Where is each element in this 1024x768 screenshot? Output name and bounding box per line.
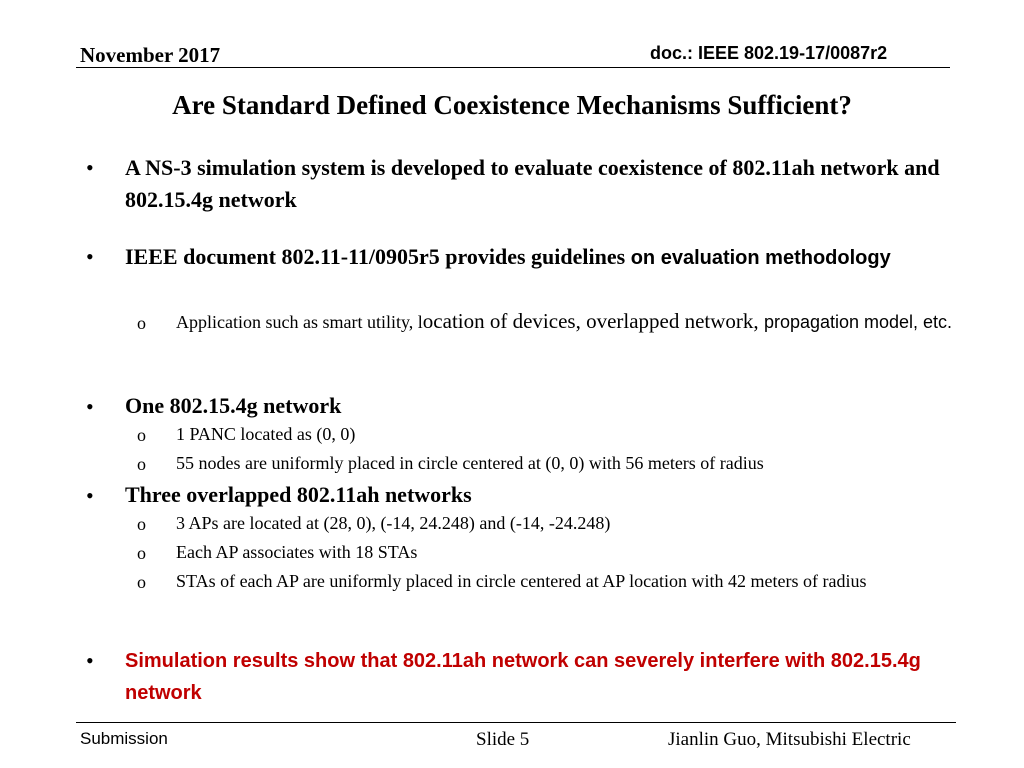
bullet-marker: • xyxy=(86,483,94,508)
bullet-ieee-doc-serif: IEEE document 802.11-11/0905r5 provides guidelines xyxy=(125,244,626,269)
footer-author: Jianlin Guo, Mitsubishi Electric xyxy=(668,729,911,750)
bullet-marker: • xyxy=(86,394,94,419)
bullet-ieee-doc-sans: on evaluation methodology xyxy=(625,247,891,269)
header-doc-id: doc.: IEEE 802.19-17/0087r2 xyxy=(650,43,888,63)
sub-marker: o xyxy=(137,454,146,474)
sub-sta-placement: STAs of each AP are uniformly placed in circle centered at AP location with 42 meters of radius xyxy=(176,571,867,591)
sub-marker: o xyxy=(137,543,146,563)
header-date: November 2017 xyxy=(80,43,221,67)
bullet-marker: • xyxy=(86,648,94,673)
sub-aps: 3 APs are located at (28, 0), (-14, 24.248) and (-14, -24.248) xyxy=(176,513,611,533)
sub-application xyxy=(176,307,956,337)
footer-submission: Submission xyxy=(80,729,168,748)
footer-divider xyxy=(76,722,956,723)
bullet-three-networks: Three overlapped 802.11ah networks xyxy=(125,482,472,507)
sub-marker: o xyxy=(137,514,146,534)
sub-marker: o xyxy=(137,425,146,445)
bullet-ns3: A NS-3 simulation system is developed to evaluate coexistence of 802.11ah network and 802.15.4g network xyxy=(125,155,940,212)
slide-title: Are Standard Defined Coexistence Mechanisms Sufficient? xyxy=(172,90,852,120)
sub-application-large: ocation of devices, overlapped network, xyxy=(422,309,764,333)
bullet-marker: • xyxy=(86,244,94,269)
sub-stas: Each AP associates with 18 STAs xyxy=(176,542,418,562)
sub-nodes: 55 nodes are uniformly placed in circle centered at (0, 0) with 56 meters of radius xyxy=(176,453,764,473)
sub-application-sans: propagation model, etc. xyxy=(763,312,953,332)
bullet-simulation-results: Simulation results show that 802.11ah network can severely interfere with 802.15.4g network xyxy=(125,650,921,704)
sub-application-small: Application such as smart utility, l xyxy=(176,312,423,332)
bullet-one-network: One 802.15.4g network xyxy=(125,393,342,418)
footer-slide-number: Slide 5 xyxy=(476,729,530,750)
bullet-marker: • xyxy=(86,155,94,180)
sub-marker: o xyxy=(137,313,146,333)
sub-marker: o xyxy=(137,572,146,592)
header-divider xyxy=(76,67,950,68)
bullet-ieee-doc xyxy=(125,241,985,274)
sub-panc: 1 PANC located as (0, 0) xyxy=(176,424,356,444)
